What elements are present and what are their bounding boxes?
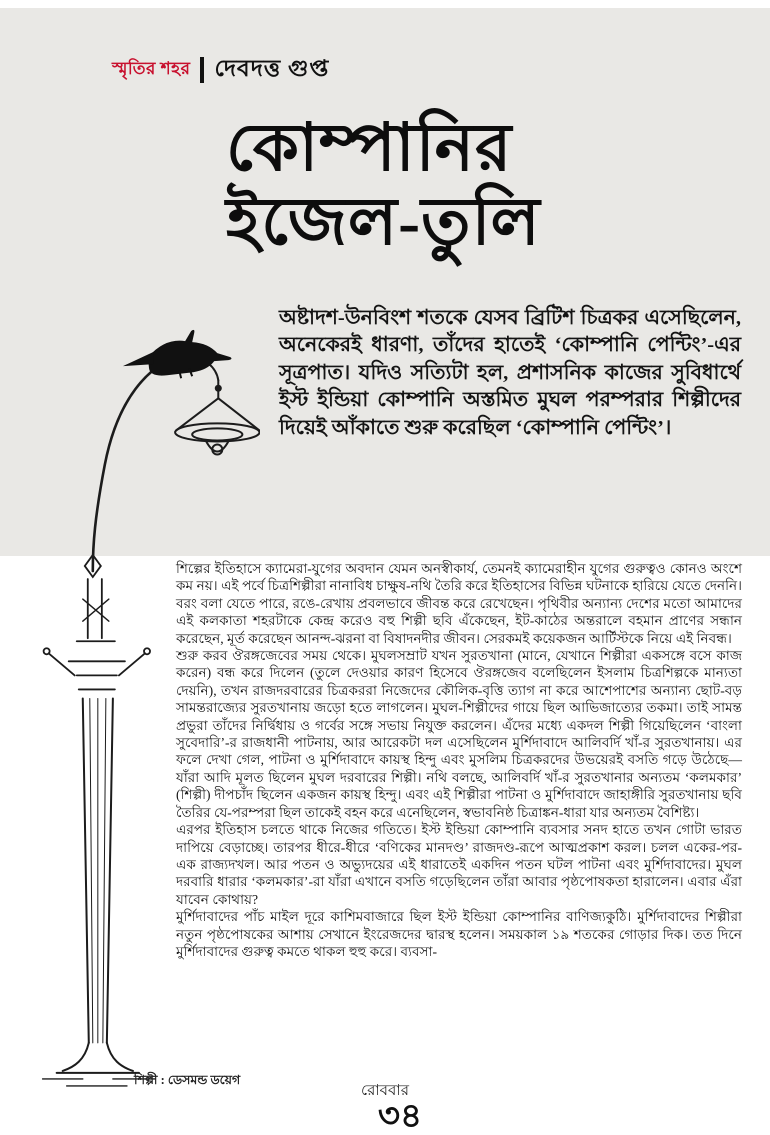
page-number: ৩৪: [377, 1098, 423, 1135]
lamp-shade-icon: [175, 398, 259, 454]
lamp-finial-icon: [215, 385, 222, 392]
divider: [200, 57, 204, 83]
body-paragraph: মুর্শিদাবাদের পাঁচ মাইল দূরে কাশিমবাজারে ছিল ইস্ট ইন্ডিয়া কোম্পানির বাণিজ্যকুঠি। মুর্শিদাবাদের শিল্পীরা নতুন পৃষ্ঠপোষকের আশায় সেখানে ইংরেজদের দ্বারস্থ হলেন। সময়কাল ১৯ শতকের গোড়ার দিক। তত দিনে মুর্শিদাবাদের গুরুত্ব কমতে থাকল হুহু করে। ব্যবসা-: [176, 909, 742, 959]
article-title-line2: ইজেল-তুলি: [226, 185, 541, 259]
author-name: দেবদত্ত গুপ্ত: [214, 56, 330, 81]
magazine-name: রোববার: [361, 1083, 409, 1099]
section-label: স্মৃতির শহর: [112, 58, 191, 78]
article-title: [226, 112, 541, 260]
body-paragraph: শুরু করব ঔরঙ্গজেবের সময় থেকে। মুঘলসম্রাট যখন সুরতখানা (মানে, যেখানে শিল্পীরা একসঙ্গে বসে কাজ করেন) বন্ধ করে দিলেন (তুলে দেওয়ার কারণ হিসেবে ঔরঙ্গজেব বলেছিলেন ইসলাম চিত্রশিল্পকে মান্যতা দেয়নি), তখন রাজদরবারের চিত্রকররা নিজেদের কৌলিক-বৃত্তি ত্যাগ না করে আশেপাশের অন্যান্য ছোট-বড় সামন্তরাজ্যের সুরতখানায় জড়ো হতে লাগলেন। মুঘল-শিল্পীদের গায়ে ছিল আভিজাত্যের তকমা। তাই সামন্ত প্রভুরা তাঁদের নির্দ্বিধায় ও গর্বের সঙ্গে সভায় নিযুক্ত করলেন। এঁদের মধ্যে একদল শিল্পী গিয়েছিলেন ‘বাংলা সুবেদারি’-র রাজধানী পাটনায়, আর আরেকটা দল এসেছিলেন মুর্শিদাবাদে আলিবর্দি খাঁ-র সুরতখানায়। এর ফলে দেখা গেল, পাটনা ও মুর্শিদাবাদে কায়স্থ হিন্দু এবং মুসলিম চিত্রকরদের উভয়েরই বসতি গড়ে উঠেছে—যাঁরা আদি মূলত ছিলেন মুঘল দরবারের শিল্পী। নথি বলছে, আলিবর্দি খাঁ-র সুরতখানার অন্যতম ‘কলমকার’ (শিল্পী) দীপচাঁদ ছিলেন একজন কায়স্থ হিন্দু। এবং এই শিল্পীরা পাটনা ও মুর্শিদাবাদে জাহাঙ্গীরি সুরতখানায় ছবি তৈরির যে-পরম্পরা ছিল তাকেই বহন করে এনেছিলেন, স্বভাবনিষ্ঠ চিত্রাঙ্কন-ধারা যার অন্যতম বৈশিষ্ট্য।: [176, 648, 742, 820]
article-title-line1: কোম্পানির: [226, 112, 513, 185]
pole-capital-icon: [44, 641, 150, 689]
article-body: [176, 560, 742, 960]
artist-credit: শিল্পী : ডেসমন্ড ডয়েগ: [134, 1073, 241, 1087]
article-kicker: [112, 50, 329, 89]
body-paragraph: এরপর ইতিহাস চলতে থাকে নিজের গতিতে। ইস্ট ইন্ডিয়া কোম্পানি ব্যবসার সনদ হাতে তখন গোটা ভারত দাপিয়ে বেড়াচ্ছে। তারপর ধীরে-ধীরে ‘বণিকের মানদণ্ড’ রাজদণ্ড-রূপে আত্মপ্রকাশ করল। চলল একের-পর-এক রাজ্যদখল। আর পতন ও অভ্যুদয়ের এই ধারাতেই একদিন পতন ঘটল পাটনা এবং মুর্শিদাবাদের। মুঘল দরবারি ধারার ‘কলমকার’-রা যাঁরা এখানে বসতি গড়েছিলেন তাঁরা আবার পৃষ্ঠপোষকতা হারালেন। এবার এঁরা যাবেন কোথায়?: [176, 822, 742, 907]
article-standfirst: অষ্টাদশ-উনবিংশ শতকে যেসব ব্রিটিশ চিত্রকর এসেছিলেন, অনেকেরই ধারণা, তাঁদের হাতেই ‘কোম্পানি পেন্টিং’-এর সূত্রপাত। যদিও সত্যিটা হল, প্রশাসনিক কাজের সুবিধার্থে ইস্ট ইন্ডিয়া কোম্পানি অস্তমিত মুঘল পরম্পরার শিল্পীদের দিয়েই আঁকাতে শুরু করেছিল ‘কোম্পানি পেন্টিং’।: [279, 307, 741, 439]
body-paragraph: শিল্পের ইতিহাসে ক্যামেরা-যুগের অবদান যেমন অনস্বীকার্য, তেমনই ক্যামেরাহীন যুগের গুরুত্বও কোনও অংশে কম নয়। এই পর্বে চিত্রশিল্পীরা নানাবিধ চাক্ষুষ-নথি তৈরি করে ইতিহাসের বিভিন্ন ঘটনাকে হারিয়ে যেতে দেননি। বরং বলা যেতে পারে, রঙে-রেখায় প্রবলভাবে জীবন্ত করে রেখেছেন। পৃথিবীর অন্যান্য দেশের মতো আমাদের এই কলকাতা শহরটাকে কেন্দ্র করেও বহু শিল্পী ছবি এঁকেছেন, ইট-কাঠের অন্তরালে বহমান প্রাণের সন্ধান করেছেন, মূর্ত করেছেন আনন্দ-ঝরনা বা বিষাদনদীর জীবন। সেরকমই কয়েকজন আর্টিস্টকে নিয়ে এই নিবন্ধ।: [176, 561, 742, 646]
